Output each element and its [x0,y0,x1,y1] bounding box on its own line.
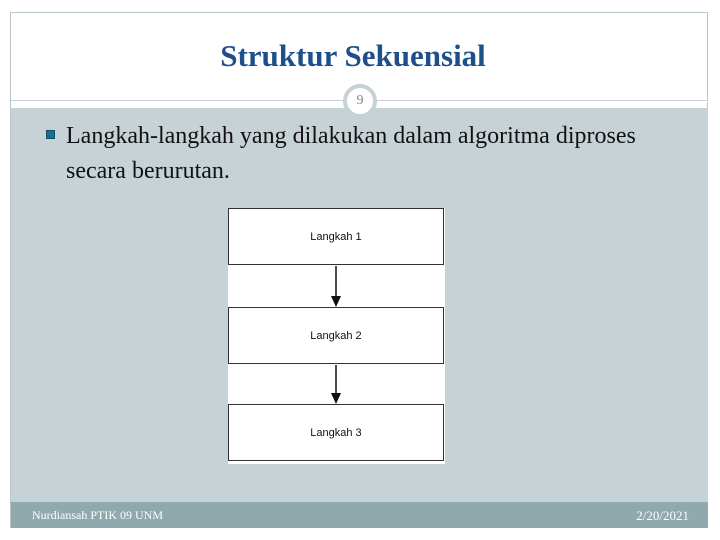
flowchart-step-3: Langkah 3 [228,404,444,461]
flowchart-step-1: Langkah 1 [228,208,444,265]
sequential-flowchart [228,208,445,464]
flowchart-step-2: Langkah 2 [228,307,444,364]
bullet-text: Langkah-langkah yang dilakukan dalam algoritma diproses secara berurutan. [66,123,636,184]
down-arrow-icon [331,365,341,404]
footer-author: Nurdiansah PTIK 09 UNM [32,508,163,522]
down-arrow-icon [331,266,341,307]
slide-title: Struktur Sekuensial [220,38,486,73]
page-number-badge: 9 [343,84,377,118]
footer-date: 2/20/2021 [636,508,689,523]
square-bullet-icon [46,130,55,139]
